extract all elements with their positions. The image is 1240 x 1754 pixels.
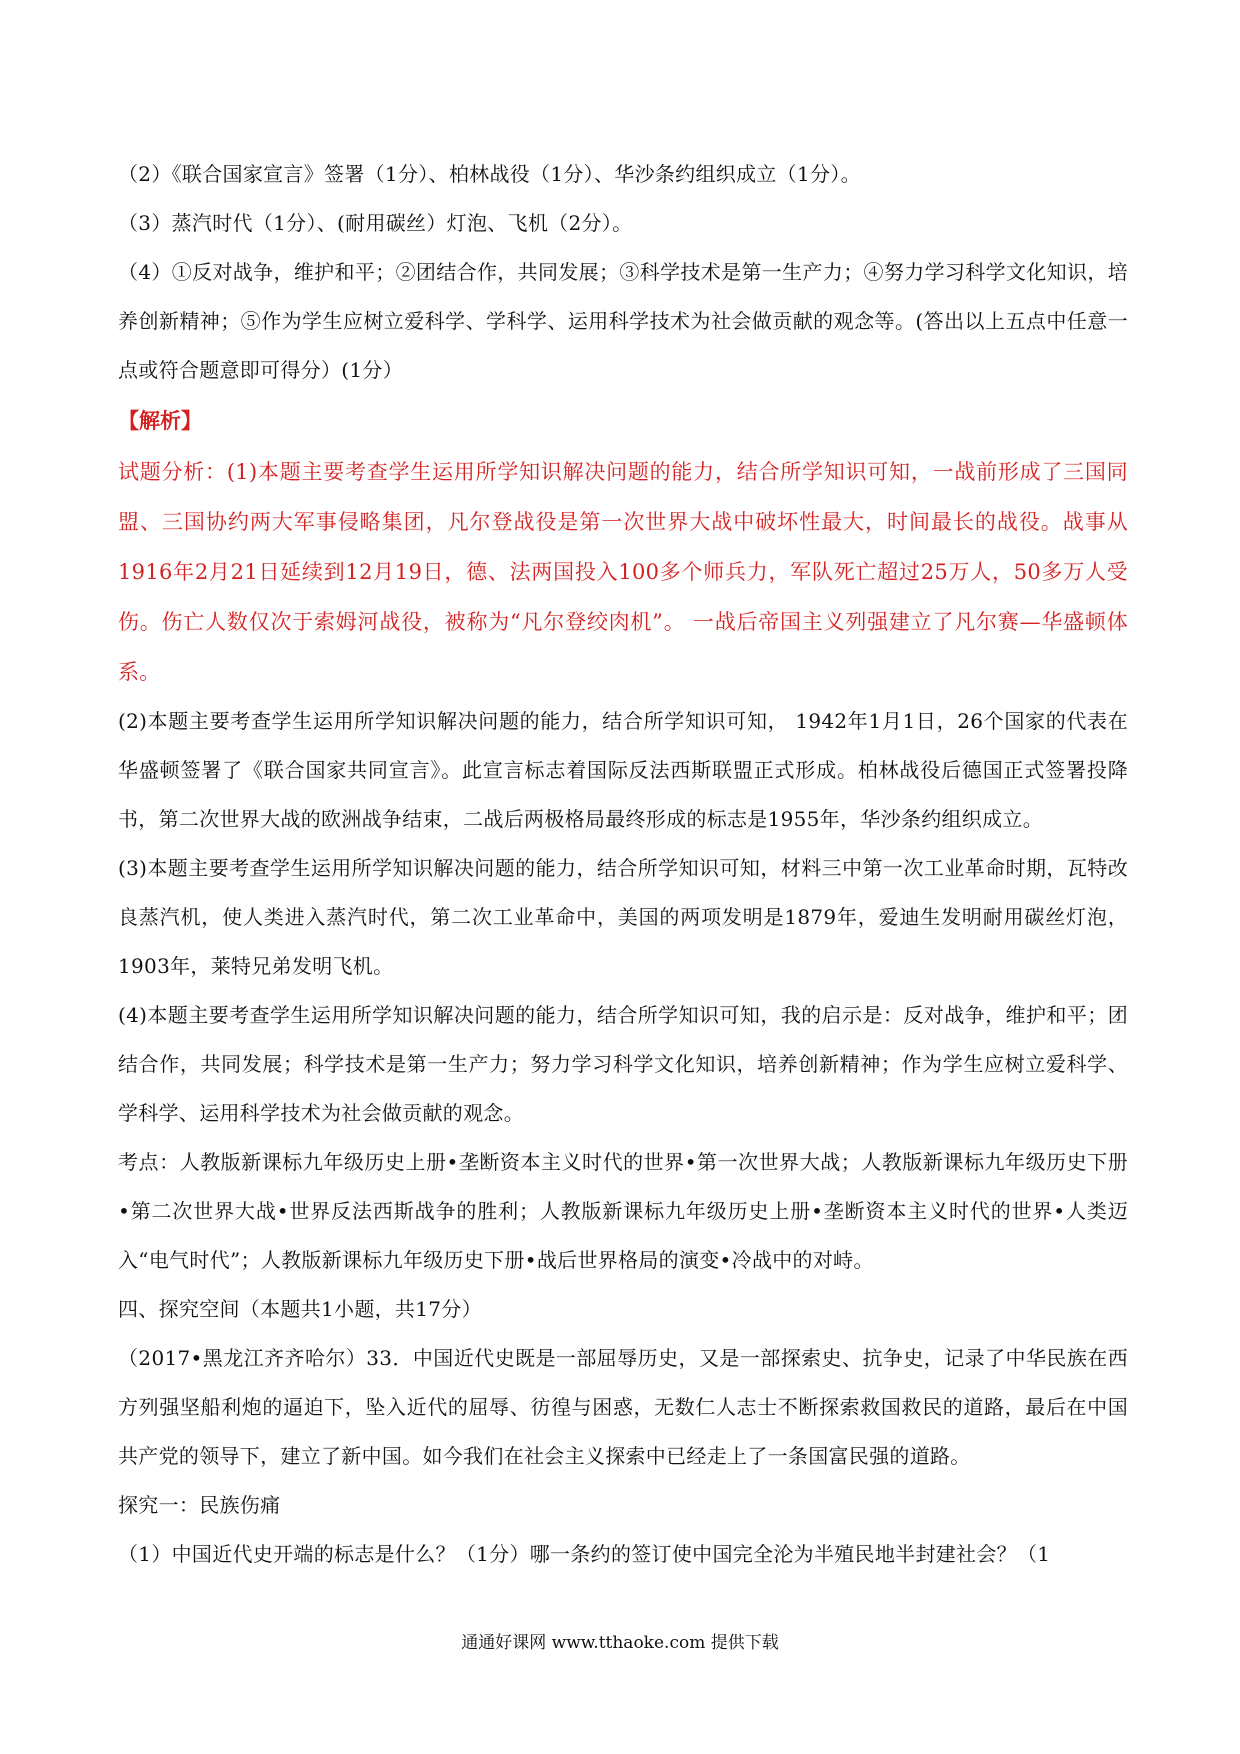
section4-q1: （1）中国近代史开端的标志是什么？（1分）哪一条约的签订使中国完全沦为半殖民地半封建社会？（1: [118, 1542, 1051, 1566]
explore1-heading: 探究一：民族伤痛: [118, 1493, 281, 1517]
section4-intro: （2017•黑龙江齐齐哈尔）33．中国近代史既是一部屈辱历史，又是一部探索史、抗争史，记录了中华民族在西方列强坚船利炮的逼迫下，坠入近代的屈辱、彷徨与困惑，无数仁人志士不断探索救国救民的道路，最后在中国共产党的领导下，建立了新中国。如今我们在社会主义探索中已经走上了一条国富民强的道路。: [118, 1346, 1128, 1468]
section4-heading: 四、探究空间（本题共1小题，共17分）: [118, 1297, 482, 1321]
answer-q4: （4）①反对战争，维护和平；②团结合作，共同发展；③科学技术是第一生产力；④努力学习科学文化知识，培养创新精神；⑤作为学生应树立爱科学、学科学、运用科学技术为社会做贡献的观念等。(答出以上五点中任意一点或符合题意即可得分）(1分）: [118, 260, 1128, 382]
answer-q2: （2）《联合国家宣言》签署（1分）、柏林战役（1分）、华沙条约组织成立（1分）。: [118, 162, 861, 186]
analysis-part2: (2)本题主要考查学生运用所学知识解决问题的能力，结合所学知识可知， 1942年1月1日，26个国家的代表在华盛顿签署了《联合国家共同宣言》。此宣言标志着国际反法西斯联盟正式形成。柏林战役后德国正式签署投降书，第二次世界大战的欧洲战争结束，二战后两极格局最终形成的标志是1955年，华沙条约组织成立。: [118, 709, 1128, 831]
analysis-part3: (3)本题主要考查学生运用所学知识解决问题的能力，结合所学知识可知，材料三中第一次工业革命时期，瓦特改良蒸汽机，使人类进入蒸汽时代，第二次工业革命中，美国的两项发明是1879年，爱迪生发明耐用碳丝灯泡，1903年，莱特兄弟发明飞机。: [118, 856, 1128, 978]
answer-q3: （3）蒸汽时代（1分）、(耐用碳丝）灯泡、飞机（2分）。: [118, 211, 633, 235]
analysis-label: 【解析】: [118, 408, 202, 433]
analysis-part4: (4)本题主要考查学生运用所学知识解决问题的能力，结合所学知识可知，我的启示是：反对战争，维护和平；团结合作，共同发展；科学技术是第一生产力；努力学习科学文化知识，培养创新精神；作为学生应树立爱科学、学科学、运用科学技术为社会做贡献的观念。: [118, 1003, 1128, 1125]
kaodian-text: 考点：人教版新课标九年级历史上册•垄断资本主义时代的世界•第一次世界大战；人教版新课标九年级历史下册•第二次世界大战•世界反法西斯战争的胜利；人教版新课标九年级历史上册•垄断资本主义时代的世界•人类迈入“电气时代”；人教版新课标九年级历史下册•战后世界格局的演变•冷战中的对峙。: [118, 1150, 1128, 1272]
document-content: [118, 150, 1128, 1579]
analysis-part1-block: [118, 447, 1128, 697]
page-footer: 通通好课网 www.tthaoke.com 提供下载: [461, 1633, 779, 1653]
analysis-part1: 试题分析：(1)本题主要考查学生运用所学知识解决问题的能力，结合所学知识可知，一战前形成了三国同盟、三国协约两大军事侵略集团，凡尔登战役是第一次世界大战中破坏性最大，时间最长的战役。战事从1916年2月21日延续到12月19日，德、法两国投入100多个师兵力，军队死亡超过25万人，50多万人受伤。伤亡人数仅次于索姆河战役，被称为“凡尔登绞肉机”。 一战后帝国主义列强建立了凡尔赛—华盛顿体系。: [118, 460, 1128, 684]
